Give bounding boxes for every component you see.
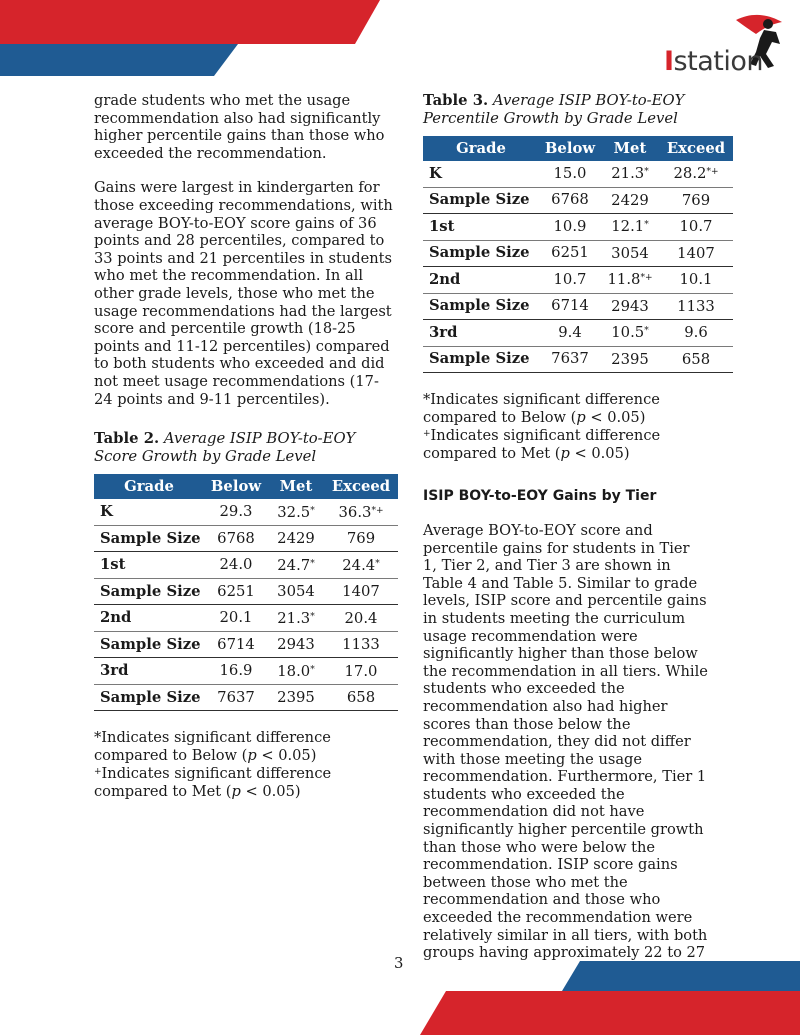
left-paragraph-2: Gains were largest in kindergarten for those exceeding recommendations, with average BOY-to-EOY score gains of 36 points and 28 percentiles, compared to 33 points and 21 percentiles in students who met the recommendation. In all other grade levels, those who met the usage recommendations had the largest score and percentile growth (18-25 points and 11-12 percentiles) compared to both students who exceeded and did not meet usage recommendations (17-24 points and 9-11 percentiles).: [94, 179, 393, 408]
table-row: [423, 161, 733, 187]
cell-grade-value: K: [429, 164, 442, 182]
note-star-text: *Indicates significant difference compared to Below (: [94, 729, 331, 764]
significance-marker: *+: [371, 505, 384, 516]
header-grade: Grade: [94, 474, 204, 499]
cell-exceed-value: 658: [681, 350, 711, 368]
cell-below: [204, 578, 268, 605]
cell-grade-value: 2nd: [429, 270, 461, 288]
cell-met: [268, 658, 324, 685]
cell-grade: [94, 525, 204, 552]
cell-grade: [94, 499, 204, 525]
cell-grade-value: 1st: [429, 217, 455, 235]
note-plus-tail: < 0.05): [240, 782, 301, 800]
cell-grade: [94, 658, 204, 685]
istation-logo-text: [664, 46, 763, 77]
table-3: [423, 136, 733, 373]
cell-below: [204, 525, 268, 552]
cell-grade-value: Sample Size: [100, 582, 201, 600]
header-blue-stripe: [0, 44, 238, 76]
significance-marker: *: [375, 558, 380, 569]
cell-below-value: 6714: [217, 635, 255, 653]
cell-met-value: 3054: [611, 244, 649, 262]
cell-exceed: [324, 605, 398, 632]
table-3-notes: [423, 391, 708, 462]
cell-exceed: [324, 578, 398, 605]
cell-exceed-value: 1407: [677, 244, 715, 262]
cell-grade-value: K: [100, 503, 113, 521]
cell-grade-value: Sample Size: [429, 244, 530, 262]
table-2: [94, 474, 398, 711]
table-row: [423, 214, 733, 241]
cell-exceed-value: 10.7: [679, 218, 713, 236]
cell-below-value: 20.1: [219, 609, 253, 627]
table-row: [94, 525, 398, 552]
cell-exceed: [324, 499, 398, 525]
cell-grade-value: Sample Size: [100, 688, 201, 706]
cell-exceed: [324, 552, 398, 579]
cell-grade: [423, 267, 539, 294]
footer-red-stripe: [420, 991, 800, 1035]
cell-met: [268, 499, 324, 525]
significance-marker: *: [644, 167, 649, 178]
cell-grade: [94, 578, 204, 605]
cell-exceed-value: 1133: [342, 636, 380, 654]
header-red-stripe: [0, 0, 380, 44]
table-2-notes: [94, 729, 394, 800]
cell-met: [601, 161, 659, 187]
cell-met: [601, 240, 659, 267]
cell-below-value: 6251: [217, 582, 255, 600]
note-p: p: [576, 408, 586, 426]
cell-grade: [94, 552, 204, 579]
footer-blue-stripe: [562, 961, 800, 991]
left-column: [94, 92, 394, 800]
cell-met: [268, 684, 324, 711]
cell-met-value: 12.1: [611, 218, 645, 236]
table-2-label: Table 2.: [94, 430, 160, 448]
section-body: Average BOY-to-EOY score and percentile gains for students in Tier 1, Tier 2, and Tier 3 are shown in Table 4 and Table 5. Similar to grade levels, ISIP score and percentile gains in students meeting the curriculum usage recommendation were significantly higher than those below the recommendation in all tiers. While students who exceeded the recommendation also had higher scores than those below the recommendation, they did not differ with those meeting the usage recommendation. Furthermore, Tier 1 students who exceeded the recommendation did not have significantly higher percentile growth than those who were below the recommendation. ISIP score gains between those who met the recommendation and those who exceeded the recommendation were relatively similar in all tiers, with both groups having approximately 22 to 27: [423, 521, 708, 962]
cell-grade: [423, 240, 539, 267]
cell-met-value: 2429: [611, 191, 649, 209]
cell-below: [539, 214, 601, 241]
cell-grade-value: Sample Size: [429, 350, 530, 368]
table-2-body: [94, 499, 398, 711]
note-plus-tail: < 0.05): [569, 444, 630, 462]
cell-met: [601, 320, 659, 347]
cell-exceed-value: 658: [346, 689, 376, 707]
significance-marker: *: [310, 505, 315, 516]
cell-grade-value: 2nd: [100, 609, 132, 627]
cell-met: [268, 552, 324, 579]
cell-grade: [423, 293, 539, 320]
cell-below-value: 6768: [217, 529, 255, 547]
table-3-label: Table 3.: [423, 92, 489, 109]
cell-met: [601, 187, 659, 214]
cell-below-value: 7637: [551, 350, 589, 368]
note-p: p: [560, 444, 570, 462]
cell-exceed-value: 769: [346, 530, 376, 548]
note-significant-below: [423, 391, 708, 426]
cell-exceed-value: 36.3: [338, 503, 372, 521]
table-row: [94, 631, 398, 658]
cell-met-value: 2943: [277, 636, 315, 654]
logo-word: station: [673, 46, 763, 77]
cell-met: [268, 605, 324, 632]
cell-met-value: 2429: [277, 530, 315, 548]
table-row: [94, 578, 398, 605]
significance-marker: *: [644, 220, 649, 231]
note-plus-symbol: +: [94, 767, 102, 778]
note-significant-met: [423, 426, 708, 462]
cell-met: [601, 214, 659, 241]
significance-marker: *: [310, 664, 315, 675]
cell-below-value: 15.0: [553, 164, 587, 182]
table-row: [423, 267, 733, 294]
cell-grade-value: 3rd: [100, 662, 129, 680]
cell-grade-value: 3rd: [429, 323, 458, 341]
header-band: [0, 0, 400, 78]
cell-exceed-value: 17.0: [344, 662, 378, 680]
table-row: [94, 658, 398, 685]
cell-below: [539, 346, 601, 373]
logo-accent-letter: I: [664, 46, 674, 77]
significance-marker: *: [310, 558, 315, 569]
note-plus-text: Indicates significant difference compared to Met (: [94, 765, 332, 800]
note-plus-text: Indicates significant difference compared to Met (: [423, 427, 661, 462]
cell-exceed: [659, 267, 733, 294]
cell-met: [601, 346, 659, 373]
cell-below: [204, 552, 268, 579]
cell-met-value: 11.8: [607, 271, 641, 289]
cell-exceed-value: 10.1: [679, 271, 713, 289]
cell-below-value: 10.7: [553, 270, 587, 288]
cell-below: [204, 499, 268, 525]
cell-below-value: 7637: [217, 688, 255, 706]
cell-met-value: 24.7: [277, 556, 311, 574]
cell-grade: [94, 605, 204, 632]
cell-below-value: 9.4: [558, 323, 582, 341]
table-row: [94, 499, 398, 525]
cell-met-value: 2943: [611, 297, 649, 315]
cell-exceed: [324, 684, 398, 711]
table-2-title: Average ISIP BOY-to-EOY Score Growth by Grade Level: [94, 430, 356, 466]
header-below: Below: [204, 474, 268, 499]
cell-grade: [423, 161, 539, 187]
cell-met-value: 3054: [277, 583, 315, 601]
cell-grade: [94, 684, 204, 711]
cell-grade: [423, 187, 539, 214]
cell-met: [268, 631, 324, 658]
cell-grade: [423, 214, 539, 241]
cell-below: [539, 161, 601, 187]
table-header-row: [94, 474, 398, 499]
cell-below-value: 10.9: [553, 217, 587, 235]
cell-grade-value: Sample Size: [100, 635, 201, 653]
cell-exceed: [659, 320, 733, 347]
cell-grade-value: Sample Size: [100, 529, 201, 547]
page-number: 3: [394, 955, 404, 972]
header-met: Met: [268, 474, 324, 499]
cell-grade: [94, 631, 204, 658]
table-row: [94, 605, 398, 632]
note-star-text: *Indicates significant difference compared to Below (: [423, 391, 660, 426]
table-row: [94, 552, 398, 579]
cell-grade: [423, 346, 539, 373]
cell-below: [539, 293, 601, 320]
table-row: [423, 320, 733, 347]
note-plus-symbol: +: [423, 429, 431, 440]
footer-band: [400, 957, 800, 1035]
table-row: [94, 684, 398, 711]
header-below: Below: [539, 136, 601, 161]
table-3-title: Average ISIP BOY-to-EOY Percentile Growth by Grade Level: [423, 92, 685, 127]
cell-below-value: 16.9: [219, 662, 253, 680]
significance-marker: *: [644, 326, 649, 337]
cell-exceed: [659, 240, 733, 267]
note-significant-below: [94, 729, 394, 764]
cell-below-value: 24.0: [219, 556, 253, 574]
cell-grade: [423, 320, 539, 347]
cell-grade-value: Sample Size: [429, 191, 530, 209]
header-exceed: Exceed: [659, 136, 733, 161]
cell-met-value: 2395: [611, 350, 649, 368]
table-3-body: [423, 161, 733, 373]
cell-below: [539, 240, 601, 267]
cell-exceed: [659, 346, 733, 373]
table-row: [423, 346, 733, 373]
cell-met: [601, 267, 659, 294]
cell-met-value: 10.5: [611, 324, 645, 342]
cell-exceed-value: 769: [681, 191, 711, 209]
cell-below: [204, 684, 268, 711]
header-grade: Grade: [423, 136, 539, 161]
cell-below-value: 29.3: [219, 503, 253, 521]
table-row: [423, 293, 733, 320]
cell-exceed: [659, 214, 733, 241]
cell-below: [539, 267, 601, 294]
cell-exceed-value: 1133: [677, 297, 715, 315]
table-row: [423, 240, 733, 267]
cell-met: [601, 293, 659, 320]
left-paragraph-1: grade students who met the usage recommendation also had significantly higher percentile gains than those who exceeded the recommendation.: [94, 92, 385, 162]
cell-met-value: 21.3: [611, 165, 645, 183]
table-3-caption: [423, 92, 708, 128]
header-met: Met: [601, 136, 659, 161]
cell-below: [204, 631, 268, 658]
cell-exceed-value: 28.2: [673, 165, 707, 183]
cell-met: [268, 525, 324, 552]
table-2-caption: [94, 430, 394, 466]
cell-exceed: [324, 658, 398, 685]
cell-exceed: [659, 161, 733, 187]
cell-exceed-value: 1407: [342, 583, 380, 601]
note-star-tail: < 0.05): [256, 746, 317, 764]
section-heading: ISIP BOY-to-EOY Gains by Tier: [423, 488, 657, 505]
cell-exceed: [659, 293, 733, 320]
cell-grade-value: Sample Size: [429, 297, 530, 315]
cell-met-value: 32.5: [277, 503, 311, 521]
significance-marker: *: [310, 611, 315, 622]
cell-met: [268, 578, 324, 605]
significance-marker: *+: [706, 167, 719, 178]
cell-below: [204, 605, 268, 632]
cell-met-value: 2395: [277, 689, 315, 707]
cell-exceed: [324, 631, 398, 658]
cell-exceed-value: 24.4: [342, 556, 376, 574]
cell-below-value: 6768: [551, 191, 589, 209]
cell-below-value: 6714: [551, 297, 589, 315]
right-column: [423, 92, 726, 962]
cell-exceed: [324, 525, 398, 552]
cell-grade-value: 1st: [100, 556, 126, 574]
header-exceed: Exceed: [324, 474, 398, 499]
cell-met-value: 18.0: [277, 662, 311, 680]
cell-below: [539, 187, 601, 214]
cell-below: [204, 658, 268, 685]
cell-exceed: [659, 187, 733, 214]
note-significant-met: [94, 764, 394, 800]
note-star-tail: < 0.05): [585, 408, 646, 426]
table-header-row: [423, 136, 733, 161]
note-p: p: [247, 746, 257, 764]
cell-below-value: 6251: [551, 244, 589, 262]
significance-marker: *+: [640, 273, 653, 284]
cell-met-value: 21.3: [277, 609, 311, 627]
note-p: p: [231, 782, 241, 800]
table-row: [423, 187, 733, 214]
cell-exceed-value: 9.6: [684, 324, 708, 342]
cell-below: [539, 320, 601, 347]
cell-exceed-value: 20.4: [344, 609, 378, 627]
